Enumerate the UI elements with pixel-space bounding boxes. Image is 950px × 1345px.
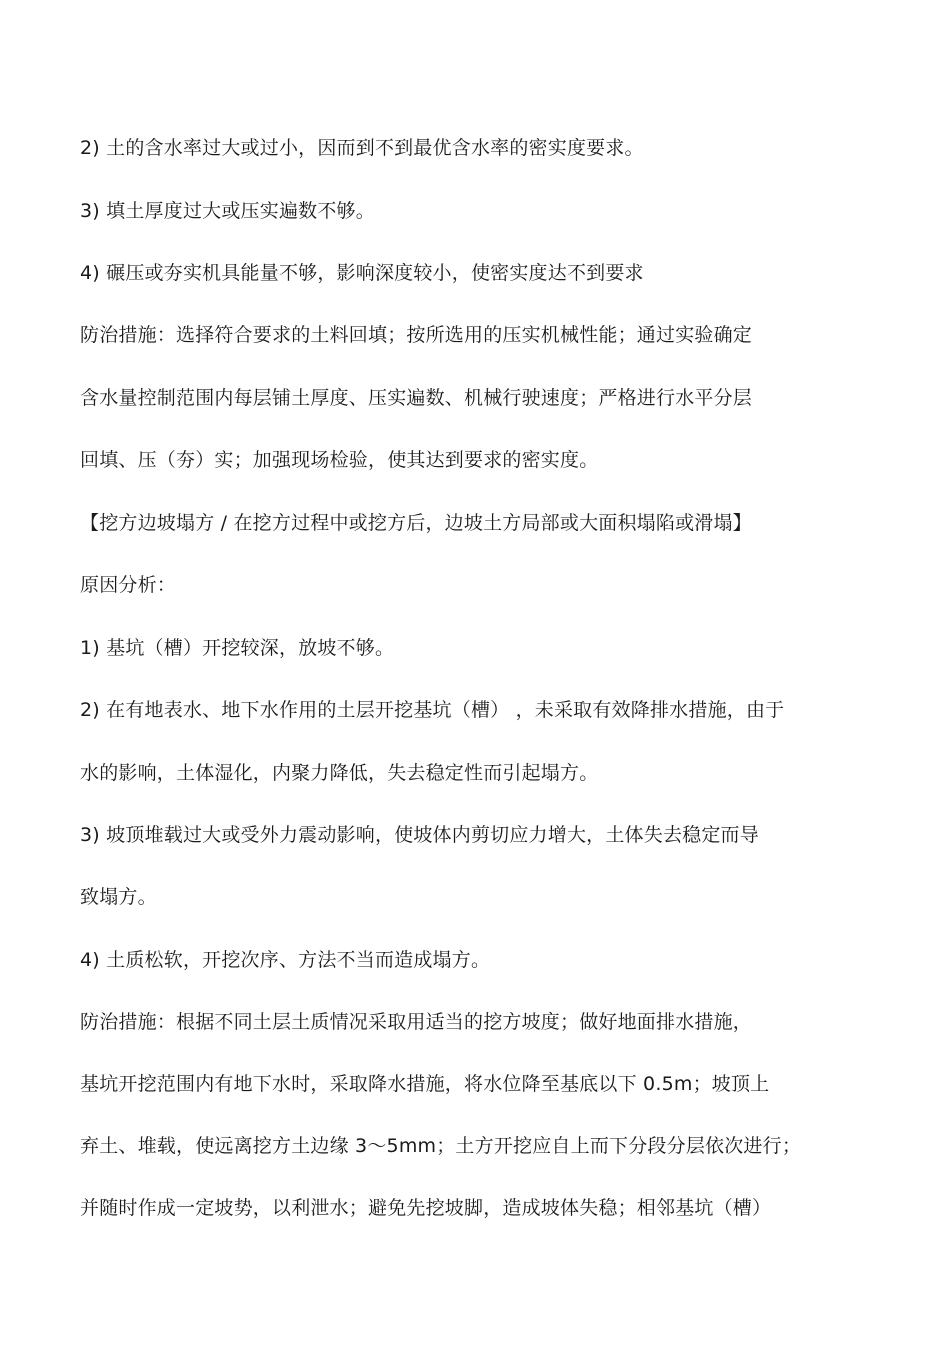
text-line-slope-cause-3b: 致塌方。 (80, 886, 157, 908)
text-line-slope-prevention-1: 防治措施：根据不同土层土质情况采取用适当的挖方坡度；做好地面排水措施， (80, 1011, 753, 1033)
text-line-slope-prevention-3: 弃土、堆载，使远离挖方土边缘 3～5mm；土方开挖应自上而下分段分层依次进行； (80, 1135, 802, 1157)
text-line-cause-4: 4) 碾压或夯实机具能量不够，影响深度较小，使密实度达不到要求 (80, 262, 644, 284)
text-line-prevention-3: 回填、压（夯）实；加强现场检验，使其达到要求的密实度。 (80, 449, 599, 471)
text-line-slope-cause-3a: 3) 坡顶堆载过大或受外力震动影响，使坡体内剪切应力增大，土体失去稳定而导 (80, 824, 759, 846)
section-heading: 【挖方边坡塌方 / 在挖方过程中或挖方后，边坡土方局部或大面积塌陷或滑塌】 (80, 512, 752, 534)
text-line-prevention-2: 含水量控制范围内每层铺土厚度、压实遍数、机械行驶速度；严格进行水平分层 (80, 387, 753, 409)
cause-analysis-label: 原因分析： (80, 574, 177, 596)
text-line-cause-2: 2) 土的含水率过大或过小，因而到不到最优含水率的密实度要求。 (80, 137, 644, 159)
text-line-slope-cause-1: 1) 基坑（槽）开挖较深，放坡不够。 (80, 637, 395, 659)
text-line-slope-prevention-2: 基坑开挖范围内有地下水时，采取降水措施，将水位降至基底以下 0.5m；坡顶上 (80, 1073, 770, 1095)
text-line-cause-3: 3) 填土厚度过大或压实遍数不够。 (80, 200, 375, 222)
text-line-prevention-1: 防治措施：选择符合要求的土料回填；按所选用的压实机械性能；通过实验确定 (80, 324, 753, 346)
text-line-slope-prevention-4: 并随时作成一定坡势，以利泄水；避免先挖坡脚，造成坡体失稳；相邻基坑（槽） (80, 1197, 772, 1219)
text-line-slope-cause-4: 4) 土质松软，开挖次序、方法不当而造成塌方。 (80, 949, 491, 971)
text-line-slope-cause-2b: 水的影响，土体湿化，内聚力降低，失去稳定性而引起塌方。 (80, 762, 599, 784)
text-line-slope-cause-2a: 2) 在有地表水、地下水作用的土层开挖基坑（槽） ，未采取有效降排水措施，由于 (80, 699, 785, 721)
